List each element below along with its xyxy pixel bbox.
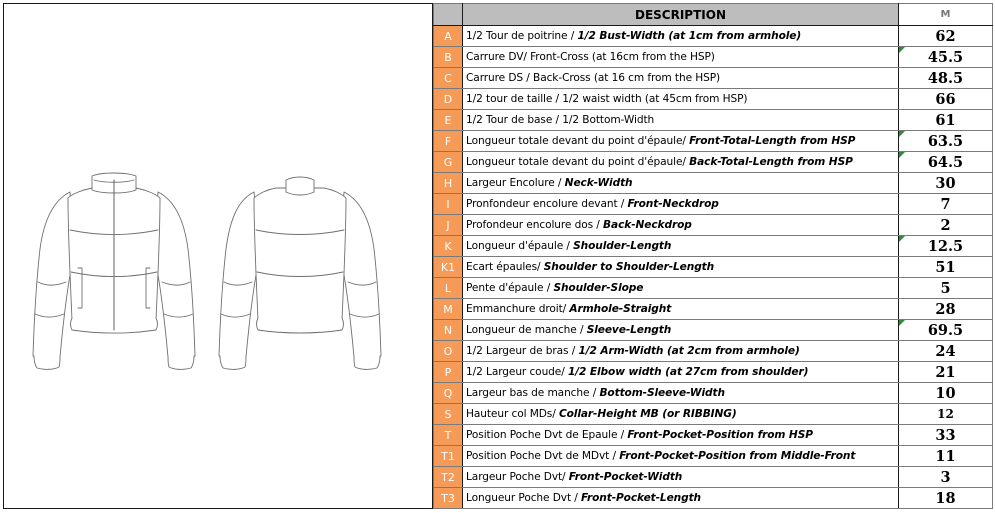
measurement-description	[463, 236, 899, 257]
size-header: M	[899, 4, 993, 26]
measurement-description	[463, 425, 899, 446]
measurement-value	[899, 152, 993, 173]
table-row	[434, 488, 993, 509]
value-text: 12.5	[927, 237, 964, 255]
table-row	[434, 404, 993, 425]
measurement-description	[463, 320, 899, 341]
table-row	[434, 110, 993, 131]
measurement-value: 18	[899, 488, 993, 509]
measurement-description	[463, 215, 899, 236]
measurement-description	[463, 299, 899, 320]
table-row	[434, 446, 993, 467]
measurement-value: 2	[899, 215, 993, 236]
measurement-description	[463, 257, 899, 278]
table-row	[434, 236, 993, 257]
measurement-description	[463, 152, 899, 173]
point-code: G	[434, 152, 463, 173]
measurement-description	[463, 173, 899, 194]
measurement-description	[463, 26, 899, 47]
measurement-description	[463, 194, 899, 215]
garment-sketch-panel	[3, 3, 433, 509]
measurement-value: 48.5	[899, 68, 993, 89]
table-row	[434, 131, 993, 152]
description-french: Carrure DV/ Front-Cross (at 16cm from the HSP)	[466, 51, 715, 63]
table-row	[434, 215, 993, 236]
description-french: Longueur Poche Dvt /	[466, 492, 582, 504]
measurement-description	[463, 383, 899, 404]
point-code: H	[434, 173, 463, 194]
description-french: Position Poche Dvt de Epaule /	[466, 429, 628, 441]
table-row	[434, 467, 993, 488]
description-french: Pente d'épaule /	[466, 282, 554, 294]
measurement-spec-table	[433, 3, 993, 509]
description-english: Front-Pocket-Length	[581, 492, 701, 504]
measurement-description	[463, 341, 899, 362]
point-code: A	[434, 26, 463, 47]
point-code: I	[434, 194, 463, 215]
description-french: Longueur d'épaule /	[466, 240, 574, 252]
measurement-value: 5	[899, 278, 993, 299]
table-row	[434, 68, 993, 89]
value-text: 45.5	[927, 48, 964, 66]
point-code: T3	[434, 488, 463, 509]
description-english: Front-Pocket-Position from Middle-Front	[619, 450, 856, 462]
measurement-value: 12	[899, 404, 993, 425]
table-row	[434, 194, 993, 215]
measurement-value: 7	[899, 194, 993, 215]
measurement-value	[899, 131, 993, 152]
description-english: Front-Pocket-Width	[568, 471, 683, 483]
measurement-value: 62	[899, 26, 993, 47]
comment-marker	[899, 47, 905, 53]
point-code: L	[434, 278, 463, 299]
value-text: 63.5	[927, 132, 964, 150]
measurement-value	[899, 47, 993, 68]
description-header: DESCRIPTION	[463, 4, 899, 26]
description-french: Largeur Poche Dvt/	[466, 471, 569, 483]
measurement-value: 61	[899, 110, 993, 131]
table-row	[434, 362, 993, 383]
description-french: Longueur totale devant du point d'épaule/	[466, 156, 690, 168]
back-jacket-sketch	[219, 177, 381, 369]
description-french: Carrure DS / Back-Cross (at 16 cm from the HSP)	[466, 72, 721, 84]
point-code: D	[434, 89, 463, 110]
description-french: Hauteur col MDs/	[466, 408, 559, 420]
puffer-jacket-flats	[4, 4, 434, 510]
description-english: Back-Total-Length from HSP	[689, 156, 853, 168]
description-english: Bottom-Sleeve-Width	[599, 387, 725, 399]
point-code: J	[434, 215, 463, 236]
description-english: Front-Total-Length from HSP	[689, 135, 856, 147]
point-code: T1	[434, 446, 463, 467]
comment-marker	[899, 131, 905, 137]
description-french: Profondeur encolure dos /	[466, 219, 604, 231]
description-french: Largeur bas de manche /	[466, 387, 600, 399]
measurement-description	[463, 89, 899, 110]
description-english: 1/2 Arm-Width (at 2cm from armhole)	[578, 345, 800, 357]
description-english: 1/2 Bust-Width (at 1cm from armhole)	[577, 30, 802, 42]
measurement-description	[463, 278, 899, 299]
measurement-value: 66	[899, 89, 993, 110]
table-row	[434, 152, 993, 173]
description-french: Pronfondeur encolure devant /	[466, 198, 628, 210]
description-english: Sleeve-Length	[586, 324, 672, 336]
measurement-description	[463, 47, 899, 68]
measurement-description	[463, 131, 899, 152]
point-code: F	[434, 131, 463, 152]
comment-marker	[899, 236, 905, 242]
table-row	[434, 425, 993, 446]
description-french: 1/2 Largeur de bras /	[466, 345, 579, 357]
table-row	[434, 257, 993, 278]
measurement-value: 33	[899, 425, 993, 446]
table-row	[434, 383, 993, 404]
description-english: 1/2 Elbow width (at 27cm from shoulder)	[567, 366, 809, 378]
description-english: Neck-Width	[564, 177, 633, 189]
point-code: M	[434, 299, 463, 320]
measurement-value: 21	[899, 362, 993, 383]
measurement-description	[463, 404, 899, 425]
comment-marker	[899, 320, 905, 326]
comment-marker	[899, 152, 905, 158]
point-code: E	[434, 110, 463, 131]
description-french: 1/2 Tour de poitrine /	[466, 30, 578, 42]
table-row	[434, 47, 993, 68]
measurement-value: 24	[899, 341, 993, 362]
point-code: K1	[434, 257, 463, 278]
measurement-description	[463, 446, 899, 467]
description-english: Shoulder to Shoulder-Length	[543, 261, 715, 273]
measurement-value: 3	[899, 467, 993, 488]
table-row	[434, 320, 993, 341]
value-text: 64.5	[927, 153, 964, 171]
description-english: Front-Pocket-Position from HSP	[627, 429, 813, 441]
description-english: Armhole-Straight	[569, 303, 672, 315]
measurement-description	[463, 362, 899, 383]
value-text: 69.5	[927, 321, 964, 339]
point-code: B	[434, 47, 463, 68]
table-row	[434, 341, 993, 362]
description-french: 1/2 Largeur coude/	[466, 366, 568, 378]
description-english: Front-Neckdrop	[627, 198, 719, 210]
point-code: P	[434, 362, 463, 383]
description-french: Ecart épaules/	[466, 261, 544, 273]
description-french: 1/2 tour de taille / 1/2 waist width (at 45cm from HSP)	[466, 93, 748, 105]
measurement-value: 10	[899, 383, 993, 404]
measurement-value	[899, 320, 993, 341]
point-code: T2	[434, 467, 463, 488]
description-english: Back-Neckdrop	[603, 219, 692, 231]
measurement-value: 11	[899, 446, 993, 467]
description-french: Largeur Encolure /	[466, 177, 565, 189]
table-row	[434, 89, 993, 110]
point-code: O	[434, 341, 463, 362]
description-french: Longueur de manche /	[466, 324, 587, 336]
table-row	[434, 173, 993, 194]
description-english: Shoulder-Slope	[553, 282, 644, 294]
description-french: 1/2 Tour de base / 1/2 Bottom-Width	[466, 114, 655, 126]
measurement-description	[463, 488, 899, 509]
measurement-value: 28	[899, 299, 993, 320]
table-row	[434, 26, 993, 47]
measurement-value: 51	[899, 257, 993, 278]
table-row	[434, 299, 993, 320]
point-code: Q	[434, 383, 463, 404]
point-code: K	[434, 236, 463, 257]
description-french: Emmanchure droit/	[466, 303, 570, 315]
table-header-row	[434, 4, 993, 26]
description-english: Shoulder-Length	[573, 240, 672, 252]
point-code: T	[434, 425, 463, 446]
front-jacket-sketch	[33, 173, 195, 369]
measurement-description	[463, 467, 899, 488]
point-code: C	[434, 68, 463, 89]
point-code: N	[434, 320, 463, 341]
description-english: Collar-Height MB (or RIBBING)	[558, 408, 737, 420]
header-corner-cell	[434, 4, 463, 26]
table-row	[434, 278, 993, 299]
description-french: Position Poche Dvt de MDvt /	[466, 450, 620, 462]
point-code: S	[434, 404, 463, 425]
measurement-value	[899, 236, 993, 257]
description-french: Longueur totale devant du point d'épaule/	[466, 135, 690, 147]
measurement-value: 30	[899, 173, 993, 194]
measurement-description	[463, 68, 899, 89]
measurement-description	[463, 110, 899, 131]
